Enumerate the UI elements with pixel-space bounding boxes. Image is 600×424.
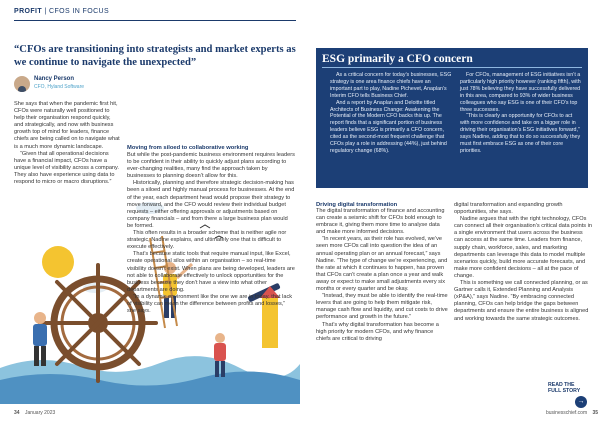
- page-number-right: 35: [592, 410, 599, 416]
- author-name: Nancy Person: [34, 76, 75, 82]
- read-full-story-link[interactable]: [548, 382, 580, 394]
- author-role: CFO, Hyland Software: [34, 84, 85, 90]
- footer-right: [546, 410, 598, 416]
- footer-left: [14, 410, 55, 416]
- header-rule: [14, 20, 296, 21]
- paragraph: She says that when the pandemic first hit, CFOs were naturally well positioned to help their organisation respond quickly, and strategically, and now with business growth top of mind for leaders, finance chiefs are being called on to navigate what is a much more dynamic landscape.: [14, 101, 120, 150]
- site-url: businesschief.com: [546, 410, 588, 416]
- paragraph: “Instead, they must be able to identify the real-time levers that are going to help them mitigate risk, manage cash flow and liquidity, and cut costs to drive performance and growth in the future.”: [316, 293, 448, 321]
- paragraph: digital transformation and expanding growth opportunities, she says.: [454, 202, 563, 216]
- paragraph: This often results in a broader scheme that is neither agile nor strategic, Nadine explains, and ultimately one that is difficult to execute effectively.: [127, 230, 287, 251]
- sun-shape: [42, 246, 74, 278]
- author-avatar: [14, 76, 30, 92]
- column-4: [454, 202, 592, 323]
- esg-right-column: [460, 72, 582, 155]
- column-2: [127, 152, 295, 315]
- section-sub-label: CFOS IN FOCUS: [49, 8, 110, 15]
- pull-quote-headline: “CFOs are transitioning into strategists and market experts as we continue to navigate the unexpected”: [14, 44, 296, 68]
- paragraph: That’s why digital transformation has become a high priority for modern CFOs, and why finance chiefs are critical to driving: [316, 321, 439, 342]
- section-divider: |: [44, 8, 50, 15]
- issue-date: January 2023: [24, 410, 56, 416]
- paragraph: And a report by Anaplan and Deloitte titled Architects of Business Change: Awakening the Potential of the Modern CFO backs this up. The report finds that a significant portion of business leaders believe ESG is primarily a CFO concern, cited as the second-most frequent challenge that CFOs play a role in addressing (44%), just behind regulatory change (68%).: [330, 99, 447, 154]
- esg-box-rule: [322, 67, 582, 68]
- esg-left-column: [330, 72, 452, 155]
- paragraph: The digital transformation of finance and accounting can create a seismic shift for CFOs bold enough to embrace it, giving them more time to analyse data and make more informed decisions.: [316, 208, 445, 236]
- paragraph: This is something we call connected planning, or as Gartner calls it, Extended Planning and Analysis (xP&A),” says Nadine. “By embracing connected planning, CFOs can help bridge the gaps between departments and ensure the entire business is aligned and working towards the same strategic outcomes.: [454, 280, 589, 322]
- page-number-left: 34: [14, 410, 20, 416]
- paragraph: “In a dynamic environment like the one we are in today, that lack of visibility can mean the difference between profits and losses,” she says.: [127, 293, 293, 315]
- esg-box-title: ESG primarily a CFO concern: [322, 53, 473, 65]
- paragraph: “This is clearly an opportunity for CFOs to act with more confidence and take on a bigger role in driving their organisation’s ESG initiatives forward,” says Nadine, adding that to do so successfully they must first embrace ESG as one of their core priorities.: [460, 113, 581, 154]
- paragraph: As a critical concern for today’s businesses, ESG strategy is one area finance chiefs have an important part to play, Nadine Pichevet, Anaplan’s Interim CFO tells Business Chief.: [330, 72, 452, 99]
- section-heading: Driving digital transformation: [316, 202, 398, 208]
- paragraph: Historically, planning and therefore strategic decision-making has been a siloed and highly manual process for businesses. At the end of the year, each department head would propose their strategy to move forward, and the CFO would review their individual budget requests – either offering approvals or adjustments based on company financials – and from there a large business plan would be formed.: [127, 180, 295, 229]
- paragraph: That’s because static tools that require manual input, like Excel, create operational silos within an organisation – so real-time visibility doesn’t exist. When plans are being developed, leaders are not able to collaborate effectively to unlock opportunities for the business because they don’t have a view into what other departments are doing.: [127, 251, 295, 293]
- arrow-right-icon[interactable]: →: [575, 396, 587, 408]
- section-header: [14, 8, 109, 15]
- paragraph: For CFOs, management of ESG initiatives isn’t a particularly high priority however (ranking fifth), with just 78% believing they have successfully delivered in this area, compared to 93% of wider business colleagues who say ESG is one of their CFO’s top three successes.: [460, 72, 581, 113]
- read-more-line-2: FULL STORY: [548, 388, 581, 394]
- column-3: [316, 208, 448, 343]
- paragraph: But while the post-pandemic business environment requires leaders to be confident in their ability to quickly adjust plans according to ever-changing realities, many find the approach taken by businesses to planning doesn’t allow for this.: [127, 152, 295, 180]
- read-more-line-1: READ THE: [548, 382, 575, 388]
- paragraph: “In recent years, as their role has evolved, we’ve seen more CFOs call into question the idea of an annual operating plan or an annual forecast,” says Nadine. “The type of change we’re experiencing, and the rate at which it continues to happen, has proven that CFOs can’t create a plan once a year and walk away or expect to make small adjustments every six months or every quarter and be okay.: [316, 236, 448, 293]
- person-figure: [33, 312, 47, 366]
- paragraph: Nadine argues that with the right technology, CFOs can connect all their organisation’s critical data points in a single environment that users across the business can access at the same time. Leaders from finance, supply chain, workforce, sales, and marketing departments can leverage this data to model multiple scenarios quickly, build more accurate forecasts, and make more confident decisions – all at the pace of change.: [454, 216, 592, 279]
- paragraph: “Given that all operational decisions have a financial impact, CFOs have a unique level of visibility across a company. They also have experience using data to respond to micro or macro disruptions.”: [14, 150, 119, 186]
- section-label: PROFIT: [14, 8, 43, 15]
- section-heading: Moving from siloed to collaborative working: [127, 145, 249, 151]
